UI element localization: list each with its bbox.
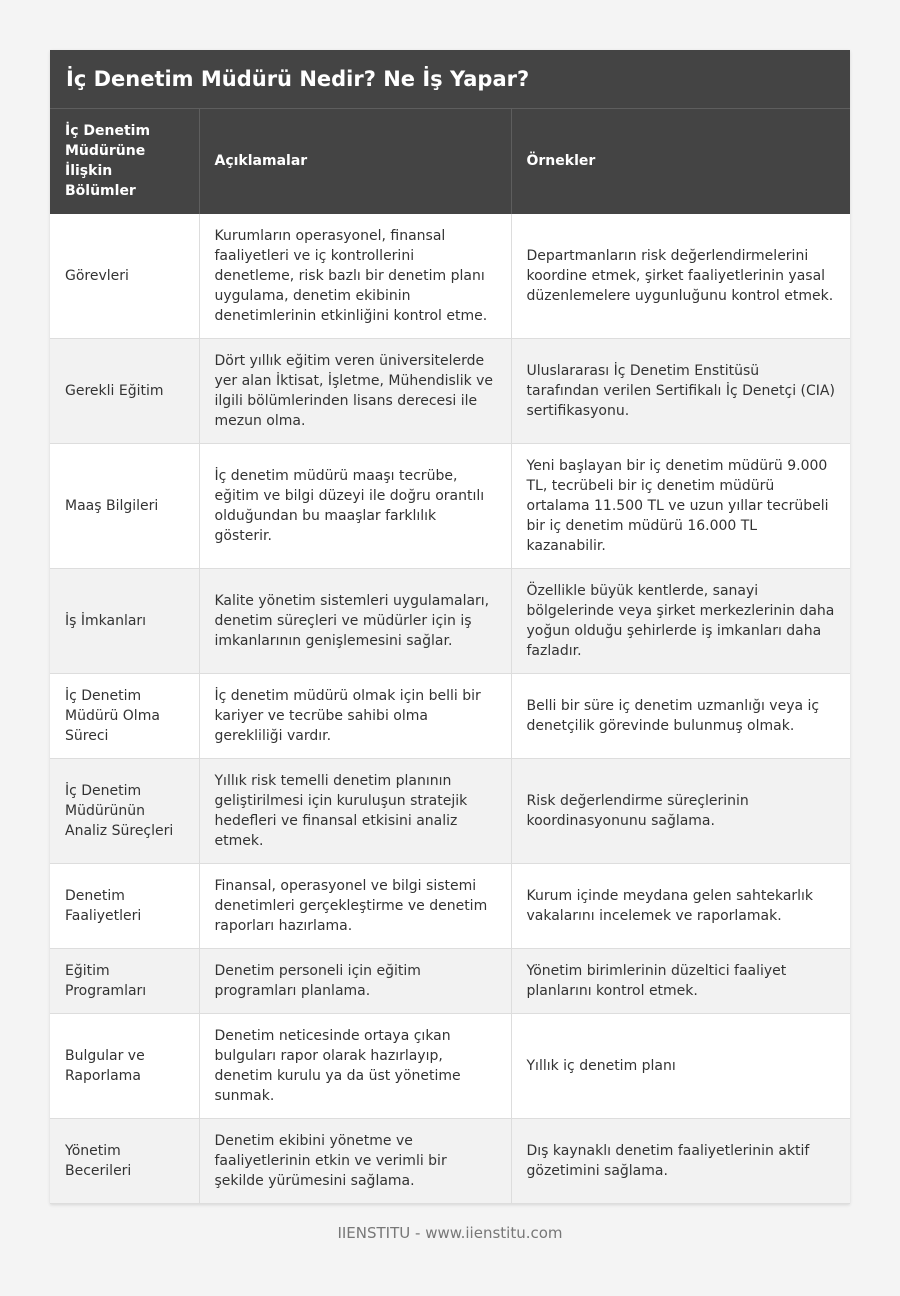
row-section: Denetim Faaliyetleri	[50, 864, 199, 949]
row-section: İç Denetim Müdürünün Analiz Süreçleri	[50, 759, 199, 864]
row-example: Yeni başlayan bir iç denetim müdürü 9.000 TL, tecrübeli bir iç denetim müdürü ortalama 11.500 TL ve uzun yıllar tecrübeli bir iç denetim müdürü 16.000 TL kazanabilir.	[511, 444, 850, 569]
row-example: Dış kaynaklı denetim faaliyetlerinin aktif gözetimini sağlama.	[511, 1119, 850, 1204]
row-example: Kurum içinde meydana gelen sahtekarlık vakalarını incelemek ve raporlamak.	[511, 864, 850, 949]
row-description: İç denetim müdürü olmak için belli bir kariyer ve tecrübe sahibi olma gerekliliği vardır.	[199, 674, 511, 759]
row-section: Maaş Bilgileri	[50, 444, 199, 569]
row-section: İç Denetim Müdürü Olma Süreci	[50, 674, 199, 759]
row-section: İş İmkanları	[50, 569, 199, 674]
row-description: Finansal, operasyonel ve bilgi sistemi denetimleri gerçekleştirme ve denetim raporları hazırlama.	[199, 864, 511, 949]
table-row	[50, 214, 850, 339]
footer-credit: IIENSTITU - www.iienstitu.com	[337, 1224, 563, 1242]
row-example: Yönetim birimlerinin düzeltici faaliyet planlarını kontrol etmek.	[511, 949, 850, 1014]
table-header-row	[50, 109, 850, 214]
table-row	[50, 674, 850, 759]
row-description: İç denetim müdürü maaşı tecrübe, eğitim ve bilgi düzeyi ile doğru orantılı olduğundan bu maaşlar farklılık gösterir.	[199, 444, 511, 569]
row-description: Denetim ekibini yönetme ve faaliyetlerinin etkin ve verimli bir şekilde yürümesini sağlama.	[199, 1119, 511, 1204]
row-description: Yıllık risk temelli denetim planının geliştirilmesi için kuruluşun stratejik hedefleri ve finansal etkisini analiz etmek.	[199, 759, 511, 864]
row-description: Denetim personeli için eğitim programları planlama.	[199, 949, 511, 1014]
table-row	[50, 759, 850, 864]
info-table	[50, 108, 850, 1204]
row-description: Kalite yönetim sistemleri uygulamaları, denetim süreçleri ve müdürler için iş imkanlarının genişlemesini sağlar.	[199, 569, 511, 674]
table-row	[50, 949, 850, 1014]
row-description: Dört yıllık eğitim veren üniversitelerde yer alan İktisat, İşletme, Mühendislik ve ilgili bölümlerinden lisans derecesi ile mezun olma.	[199, 339, 511, 444]
table-row	[50, 864, 850, 949]
header-sections: İç Denetim Müdürüne İlişkin Bölümler	[50, 109, 199, 214]
header-descriptions: Açıklamalar	[199, 109, 511, 214]
row-example: Özellikle büyük kentlerde, sanayi bölgelerinde veya şirket merkezlerinin daha yoğun olduğu şehirlerde iş imkanları daha fazladır.	[511, 569, 850, 674]
table-row	[50, 1014, 850, 1119]
row-section: Gerekli Eğitim	[50, 339, 199, 444]
row-section: Bulgular ve Raporlama	[50, 1014, 199, 1119]
row-example: Belli bir süre iç denetim uzmanlığı veya iç denetçilik görevinde bulunmuş olmak.	[511, 674, 850, 759]
table-row	[50, 444, 850, 569]
row-description: Kurumların operasyonel, finansal faaliyetleri ve iç kontrollerini denetleme, risk bazlı bir denetim planı uygulama, denetim ekibinin denetimlerinin etkinliğini kontrol etme.	[199, 214, 511, 339]
table-row	[50, 1119, 850, 1204]
page-title: İç Denetim Müdürü Nedir? Ne İş Yapar?	[50, 50, 850, 108]
row-section: Eğitim Programları	[50, 949, 199, 1014]
row-example: Risk değerlendirme süreçlerinin koordinasyonunu sağlama.	[511, 759, 850, 864]
table-row	[50, 339, 850, 444]
row-example: Uluslararası İç Denetim Enstitüsü tarafından verilen Sertifikalı İç Denetçi (CIA) sertifikasyonu.	[511, 339, 850, 444]
row-section: Yönetim Becerileri	[50, 1119, 199, 1204]
header-examples: Örnekler	[511, 109, 850, 214]
row-description: Denetim neticesinde ortaya çıkan bulguları rapor olarak hazırlayıp, denetim kurulu ya da üst yönetime sunmak.	[199, 1014, 511, 1119]
row-section: Görevleri	[50, 214, 199, 339]
content-card	[50, 50, 850, 1204]
row-example: Yıllık iç denetim planı	[511, 1014, 850, 1119]
row-example: Departmanların risk değerlendirmelerini koordine etmek, şirket faaliyetlerinin yasal düzenlemelere uygunluğunu kontrol etmek.	[511, 214, 850, 339]
table-row	[50, 569, 850, 674]
